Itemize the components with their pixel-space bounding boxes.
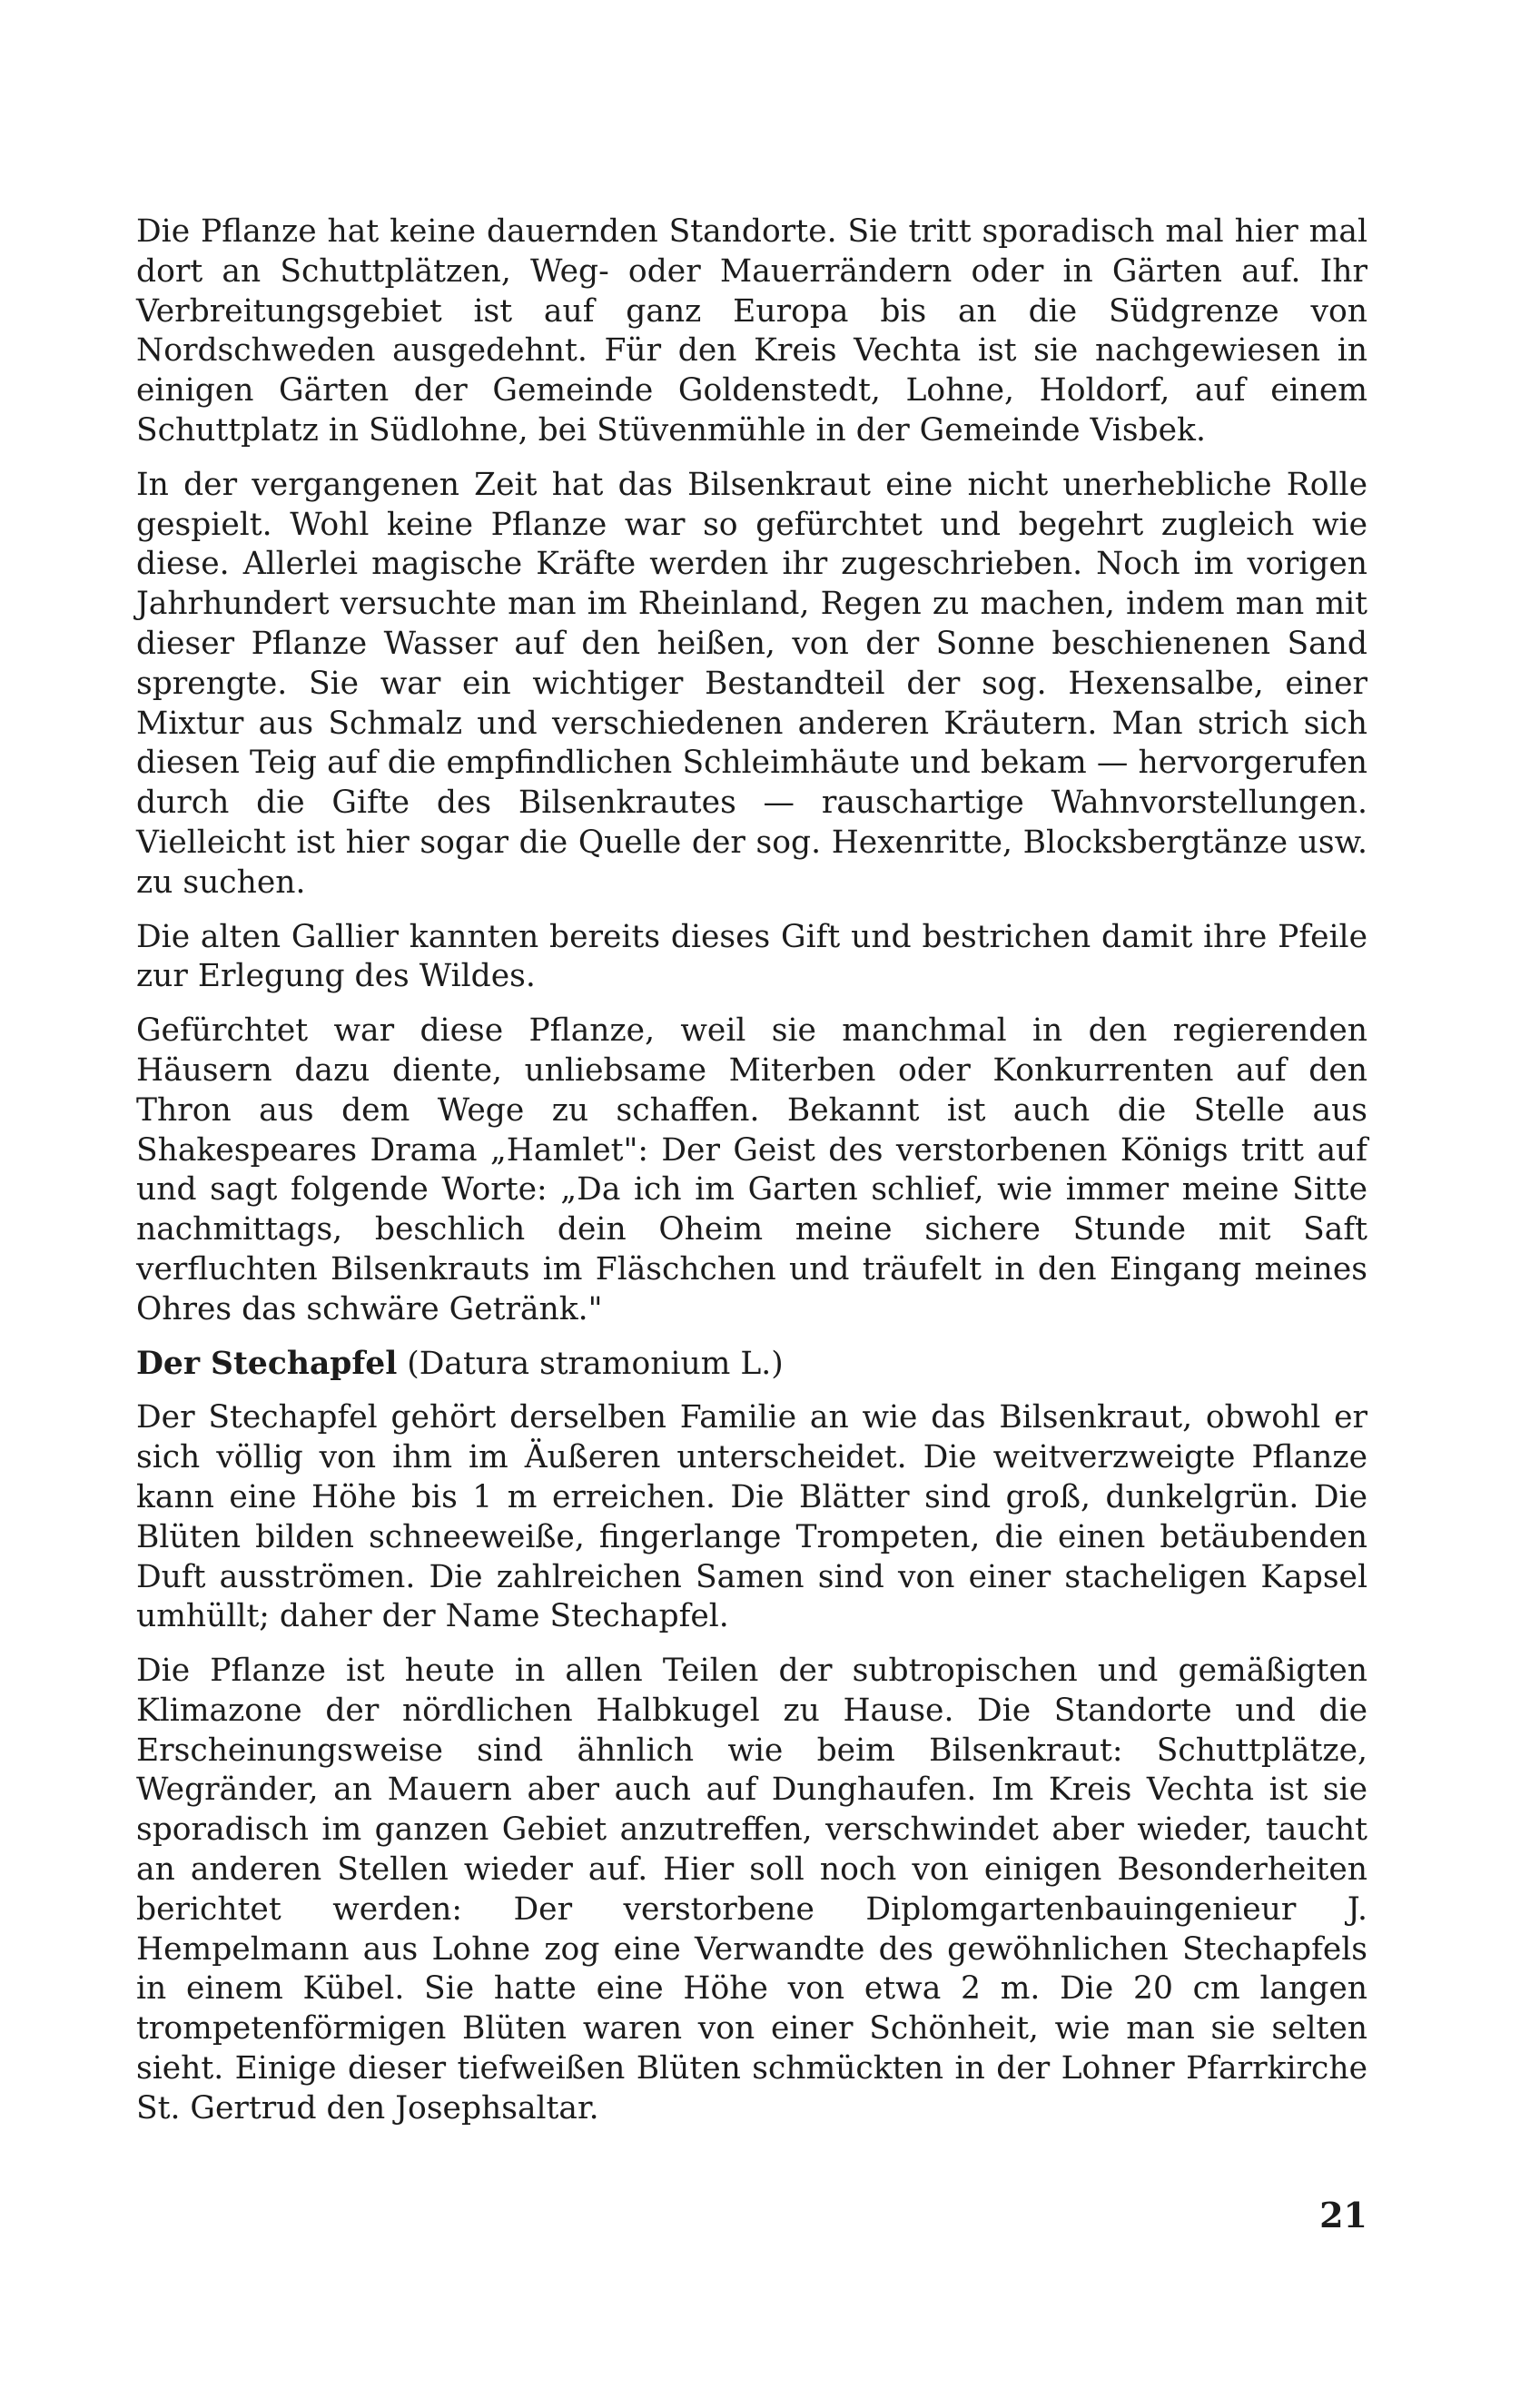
section-heading	[136, 1345, 1367, 1385]
paragraph-stechapfel-distribution: Die Pflanze ist heute in allen Teilen der subtropischen und gemäßigten Klimazone der nördlichen Halbkugel zu Hause. Die Standorte und die Erscheinungsweise sind ähnlich wie beim Bilsenkraut: Schuttplätze, Wegränder, an Mauern aber auch auf Dunghaufen. Im Kreis Vechta ist sie sporadisch im ganzen Gebiet anzutreffen, verschwindet aber wieder, taucht an anderen Stellen wieder auf. Hier soll noch von einigen Besonderheiten berichtet werden: Der verstorbene Diplomgartenbauingenieur J. Hempelmann aus Lohne zog eine Verwandte des gewöhnlichen Stechapfels in einem Kübel. Sie hatte eine Höhe von etwa 2 m. Die 20 cm langen trompetenförmigen Blüten waren von einer Schönheit, wie man sie selten sieht. Einige dieser tiefweißen Blüten schmückten in der Lohner Pfarrkirche St. Gertrud den Josephsaltar.	[136, 1653, 1367, 2127]
paragraph-gallier: Die alten Gallier kannten bereits dieses Gift und bestrichen damit ihre Pfeile zur Erlegung des Wildes.	[136, 918, 1367, 995]
page-number: 21	[1319, 2195, 1367, 2235]
paragraph-hamlet: Gefürchtet war diese Pflanze, weil sie manchmal in den regierenden Häusern dazu diente, unliebsame Miterben oder Konkurrenten auf den Thron aus dem Wege zu schaffen. Bekannt ist auch die Stelle aus Shakespeares Drama „Hamlet": Der Geist des verstorbenen Königs tritt auf und sagt folgende Worte: „Da ich im Garten schlief, wie immer meine Sitte nachmittags, beschlich dein Oheim meine sichere Stunde mit Saft verfluchten Bilsenkrauts im Fläschchen und träufelt in den Eingang meines Ohres das schwäre Getränk."	[136, 1012, 1367, 1327]
paragraph-standorte: Die Pflanze hat keine dauernden Standorte. Sie tritt sporadisch mal hier mal dort an Schuttplätzen, Weg- oder Mauerrändern oder in Gärten auf. Ihr Verbreitungsgebiet ist auf ganz Europa bis an die Südgrenze von Nordschweden ausgedehnt. Für den Kreis Vechta ist sie nachgewiesen in einigen Gärten der Gemeinde Goldenstedt, Lohne, Holdorf, auf einem Schuttplatz in Südlohne, bei Stüvenmühle in der Gemeinde Visbek.	[136, 213, 1367, 449]
body-text	[136, 212, 1367, 2144]
paragraph-magic: In der vergangenen Zeit hat das Bilsenkraut eine nicht unerhebliche Rolle gespielt. Wohl keine Pflanze war so gefürchtet und begehrt zugleich wie diese. Allerlei magische Kräfte werden ihr zugeschrieben. Noch im vorigen Jahrhundert versuchte man im Rheinland, Regen zu machen, indem man mit dieser Pflanze Wasser auf den heißen, von der Sonne beschienenen Sand sprengte. Sie war ein wichtiger Bestandteil der sog. Hexensalbe, einer Mixtur aus Schmalz und verschiedenen anderen Kräutern. Man strich sich diesen Teig auf die empfindlichen Schleimhäute und bekam — hervorgerufen durch die Gifte des Bilsenkrautes — rauschartige Wahnvorstellungen. Vielleicht ist hier sogar die Quelle der sog. Hexenritte, Blocksbergtänze usw. zu suchen.	[136, 466, 1367, 901]
paragraph-stechapfel-description: Der Stechapfel gehört derselben Familie an wie das Bilsenkraut, obwohl er sich völlig von ihm im Äußeren unterscheidet. Die weitverzweigte Pflanze kann eine Höhe bis 1 m erreichen. Die Blätter sind groß, dunkelgrün. Die Blüten bilden schneeweiße, fingerlange Trompeten, die einen betäubenden Duft ausströmen. Die zahlreichen Samen sind von einer stacheligen Kapsel umhüllt; daher der Name Stechapfel.	[136, 1399, 1367, 1635]
section-heading-title: Der Stechapfel	[136, 1345, 398, 1382]
section-heading-latin: (Datura stramonium L.)	[397, 1345, 784, 1382]
